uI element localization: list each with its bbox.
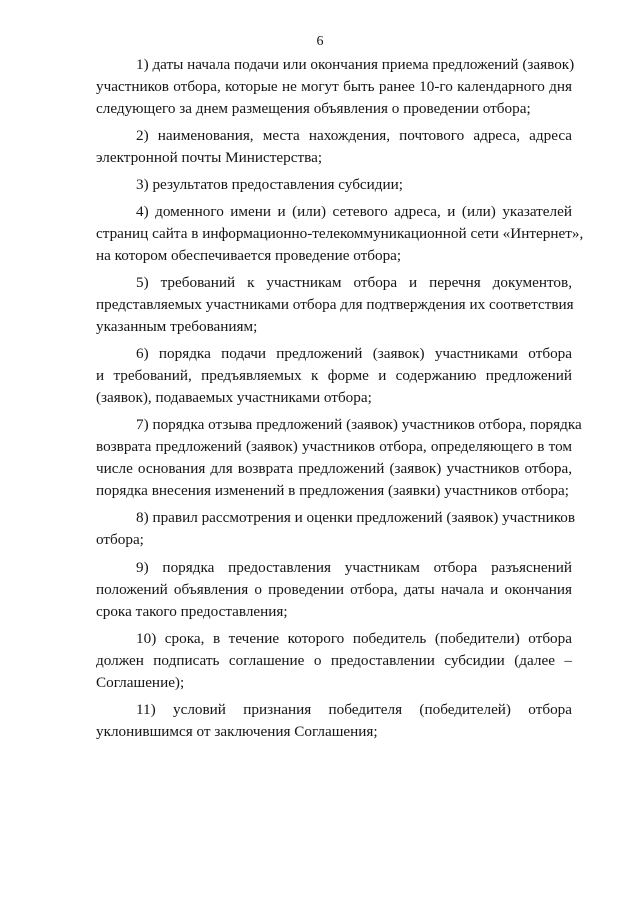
- paragraph-line: 3) результатов предоставления субсидии;: [136, 176, 403, 193]
- paragraph-3: [96, 174, 572, 196]
- paragraph-line: 9) порядка предоставления участникам отбора разъяснений: [136, 559, 572, 576]
- paragraph-line: на котором обеспечивается проведение отбора;: [96, 247, 402, 264]
- paragraph-line: 6) порядка подачи предложений (заявок) участниками отбора: [136, 345, 572, 362]
- paragraph-line: уклонившимся от заключения Соглашения;: [96, 723, 378, 740]
- paragraph-line: числе основания для возврата предложений (заявок) участников отбора,: [96, 460, 572, 477]
- paragraph-line: 5) требований к участникам отбора и перечня документов,: [136, 274, 572, 291]
- paragraph-line: электронной почты Министерства;: [96, 149, 323, 166]
- paragraph-line: отбора;: [96, 531, 144, 548]
- paragraph-line: страниц сайта в информационно-телекоммуникационной сети «Интернет»,: [96, 225, 584, 242]
- paragraph-line: указанным требованиям;: [96, 318, 258, 335]
- paragraph-6: [96, 343, 572, 409]
- paragraph-9: [96, 557, 572, 623]
- paragraph-line: 1) даты начала подачи или окончания приема предложений (заявок): [136, 56, 575, 73]
- paragraph-5: [96, 272, 572, 338]
- paragraph-line: 7) порядка отзыва предложений (заявок) участников отбора, порядка: [136, 416, 582, 433]
- paragraph-line: представляемых участниками отбора для подтверждения их соответствия: [96, 296, 574, 313]
- paragraph-line: 4) доменного имени и (или) сетевого адреса, и (или) указателей: [136, 203, 572, 220]
- paragraph-11: [96, 699, 572, 743]
- paragraph-8: [96, 507, 576, 551]
- paragraph-line: Соглашение);: [96, 674, 185, 691]
- paragraph-line: должен подписать соглашение о предоставлении субсидии (далее –: [96, 652, 572, 669]
- paragraph-line: срока такого предоставления;: [96, 603, 288, 620]
- paragraph-line: положений объявления о проведении отбора, даты начала и окончания: [96, 581, 572, 598]
- paragraph-line: 11) условий признания победителя (победителей) отбора: [136, 701, 572, 718]
- document-body: [96, 54, 584, 743]
- paragraph-line: 8) правил рассмотрения и оценки предложений (заявок) участников: [136, 509, 576, 526]
- paragraph-2: [96, 125, 572, 169]
- paragraph-7: [96, 414, 582, 502]
- paragraph-line: участников отбора, которые не могут быть ранее 10-го календарного дня: [96, 78, 572, 95]
- paragraph-line: следующего за днем размещения объявления о проведении отбора;: [96, 100, 531, 117]
- paragraph-10: [96, 628, 572, 694]
- paragraph-line: 2) наименования, места нахождения, почтового адреса, адреса: [136, 127, 572, 144]
- page-number: 6: [316, 34, 324, 49]
- paragraph-4: [96, 201, 584, 267]
- paragraph-line: и требований, предъявляемых к форме и содержанию предложений: [96, 367, 572, 384]
- paragraph-1: [96, 54, 575, 120]
- paragraph-line: 10) срока, в течение которого победитель (победители) отбора: [136, 630, 572, 647]
- paragraph-line: возврата предложений (заявок) участников отбора, определяющего в том: [96, 438, 572, 455]
- paragraph-line: порядка внесения изменений в предложения (заявки) участников отбора;: [96, 482, 569, 499]
- paragraph-line: (заявок), подаваемых участниками отбора;: [96, 389, 372, 406]
